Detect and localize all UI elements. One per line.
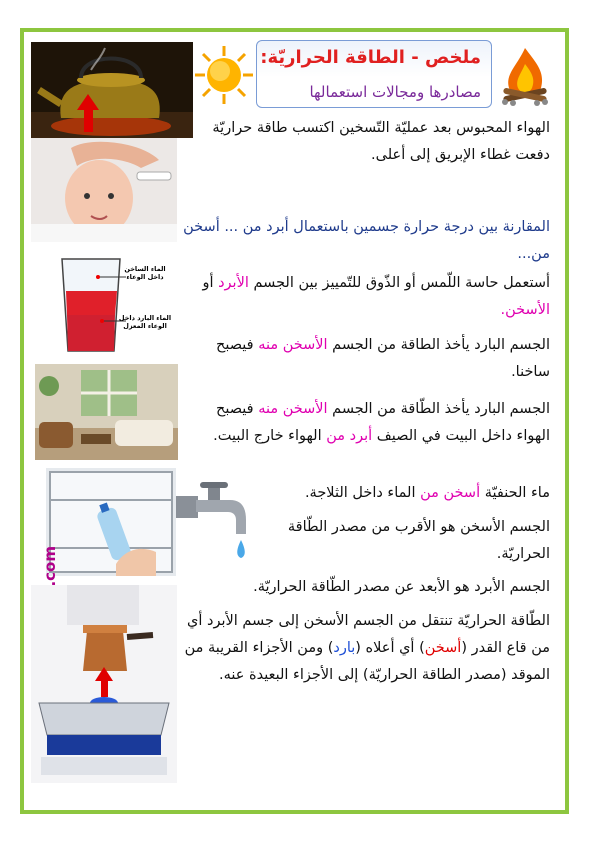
- campfire-icon: [497, 44, 553, 106]
- baby-photo: [31, 138, 177, 242]
- title-box: [256, 40, 492, 108]
- paragraph-heat-transfer: الطّاقة الحراريّة تنتقل من الجسم الأسخن إلى جسم الأبرد أي من قاع القدر (أسخن) أي أعلاه (بارد) ومن الأجزاء القريبة من الموقد (مصدر الطاقة الحراريّة) إلى الأجزاء البعيدة عنه.: [184, 613, 550, 683]
- living-room-photo: [35, 364, 178, 460]
- paragraph-tap-water: ماء الحنفيّة أسخن من الماء داخل الثلاجة.: [304, 485, 550, 501]
- paragraph-kettle: الهواء المحبوس بعد عمليّة التّسخين اكتسب طاقة حراريّة دفعت غطاء الإبريق إلى أعلى.: [212, 120, 550, 163]
- page-subtitle: مصادرها ومجالات استعمالها: [309, 83, 481, 101]
- sun-icon: [193, 44, 255, 106]
- paragraph-touch: أستعمل حاسة اللّمس أو الذّوق للتّمييز بين الجسم الأبرد أو الأسخن.: [202, 275, 550, 318]
- glass-label-bottom: الماء البارد داخل الوعاء المعزل: [118, 314, 172, 330]
- paragraph-colder-farther: الجسم الأبرد هو الأبعد عن مصدر الطّاقة الحراريّة.: [253, 579, 550, 595]
- faucet-photo: [176, 478, 260, 578]
- fridge-bottle-photo: [46, 468, 176, 576]
- stove-pot-photo: [31, 585, 177, 783]
- glass-label-top: الماء الساخن داخل الوعاء: [124, 265, 166, 281]
- paragraph-house-air: الجسم البارد يأخذ الطّاقة من الجسم الأسخن منه فيصبح الهواء داخل البيت في الصيف أبرد من الهواء خارج البيت.: [213, 401, 550, 444]
- paragraph-comparison: المقارنة بين درجة حرارة جسمين باستعمال أبرد من ... أسخن من...: [183, 219, 550, 262]
- paragraph-cold-takes-energy: الجسم البارد يأخذ الطاقة من الجسم الأسخن منه فيصبح ساخنا.: [215, 337, 550, 380]
- page-title: ملخص - الطاقة الحراريّة:: [260, 47, 481, 68]
- paragraph-hotter-closer: الجسم الأسخن هو الأقرب من مصدر الطّاقة الحراريّة.: [287, 519, 550, 562]
- kettle-photo: [31, 42, 193, 138]
